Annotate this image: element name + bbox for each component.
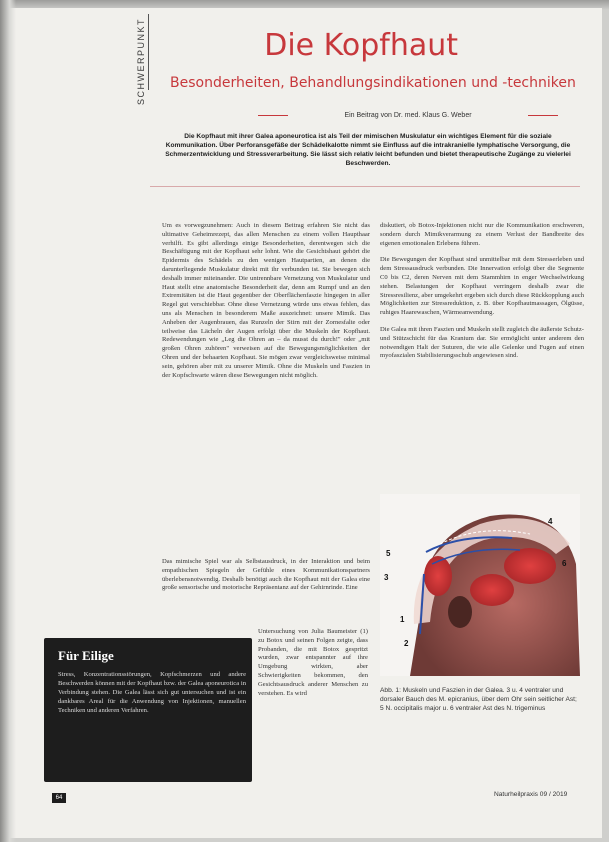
author-byline: Ein Beitrag von Dr. med. Klaus G. Weber (344, 112, 472, 119)
byline-rule-right (528, 115, 558, 116)
figure-label: 6 (562, 559, 567, 568)
body-column-1 (162, 222, 370, 562)
body-column-1-continued (162, 558, 370, 628)
section-label: SCHWERPUNKT (136, 18, 146, 106)
page-number: 64 (52, 793, 66, 803)
journal-footer: Naturheilpraxis 09 / 2019 (494, 791, 568, 798)
anatomy-figure (380, 494, 580, 676)
figure-label: 5 (386, 549, 391, 558)
body-column-1-wrap (258, 628, 368, 776)
figure-label: 4 (548, 517, 553, 526)
figure-label: 1 (400, 615, 405, 624)
summary-box-title: Für Eilige (58, 648, 114, 663)
body-paragraph: Das mimische Spiel war als Selbstausdruck, in der Interaktion und beim empathischen Spiegeln der Gefühle eines Kommunikationspartners überlebensnotwendig. Deshalb benötigt auch die Kopfhaut mit der Galea eine große sensorische und motorische Repräsentanz auf der Gehirnrinde. Eine (162, 558, 370, 592)
summary-box-text: Stress, Konzentrationsstörungen, Kopfschmerzen und andere Beschwerden können mit der Kopfhaut bzw. der Galea aponeurotica in Verbindung stehen. Die Galea lässt sich gut untersuchen und ist ein dankbares Areal für die Anwendung von Injektionen, manuellen Techniken und anderen Verfahren. (58, 671, 246, 714)
body-paragraph: Untersuchung von Julia Baumeister (1) zu Botox und seinen Folgen zeigte, dass Probanden, die mit Botox gespritzt wurden, zwar entspannter auf ihre Umgebung wirkten, aber Schwierigkeiten bekommen, den Gesichtsausdruck anderer Menschen zu verstehen. Es wird (258, 628, 368, 697)
body-paragraph: diskutiert, ob Botox-Injektionen nicht nur die Kommunikation erschweren, sondern durch Mimikverarmung zu einem Verlust der Bandbreite des eigenen emotionalen Erlebens führen. (380, 222, 584, 247)
intro-paragraph: Die Kopfhaut mit ihrer Galea aponeurotica ist als Teil der mimischen Muskulatur ein wichtiges Element für die soziale Kommunikation. Über Perforansgefäße der Schädelkalotte nimmt sie Einfluss auf die intrakranielle lymphatische Versorgung, die Schmerzentwicklung und Stressverarbeitung. Sie lässt sich relativ leicht befunden und bietet therapeutische Zugänge zu vielerlei Beschwerden. (165, 133, 571, 167)
intro-divider (150, 186, 580, 187)
head-illustration (380, 494, 580, 676)
figure-label: 3 (384, 573, 389, 582)
frontal-muscle (504, 548, 556, 584)
body-paragraph: Die Bewegungen der Kopfhaut sind unmittelbar mit dem Stresserleben und dem Stressausdruck verbunden. Die Innervation erfolgt über die Segmente C0 bis C2, deren Nerven mit dem Stammhirn in enger Wechselwirkung stehen. Belastungen der Kopfhaut verringern deshalb zwar die Stressresilienz, aber umgekehrt ergeben sich durch diese Rückkopplung auch Möglichkeiten zur Stressreduktion, z. B. über Kopfhautmassagen, Ölgüsse, ruhiges Haarewaschen, Wärmeanwendung. (380, 256, 584, 317)
temporal-muscle (470, 574, 514, 606)
byline-rule-left (258, 115, 288, 116)
summary-box (44, 638, 252, 782)
body-paragraph: Die Galea mit ihren Faszien und Muskeln stellt zugleich die äußerste Schutz- und Stützschicht für das Kranium dar. Sie ermöglicht unter anderem den notwendigen Halt der Suturen, die wie alle Gelenke und Fugen auf einen myofaszialen Stabilisierungsschub angewiesen sind. (380, 325, 584, 360)
figure-label: 2 (404, 639, 409, 648)
article-title: Die Kopfhaut (264, 28, 458, 63)
article-subtitle: Besonderheiten, Behandlungsindikationen und -techniken (170, 75, 576, 91)
ear (448, 596, 472, 628)
figure-caption: Abb. 1: Muskeln und Faszien in der Galea. 3 u. 4 ventraler und dorsaler Bauch des M. epicranius, über dem Ohr sein seitlicher Ast; 5 N. occipitalis major u. 6 ventraler Ast des N. trigeminus (380, 687, 577, 712)
body-paragraph: Um es vorwegzunehmen: Auch in diesem Beitrag erfahren Sie nicht das ultimative Geheimrezept, das allen Menschen zu einem vollen Haupthaar verhilft. Es gibt allerdings einige Besonderheiten, derentwegen sich die Beschäftigung mit der Kopfhaut sehr lohnt. Wie die Gesichtshaut gehört die Epidermis des Schädels zu den wenigen Hautpartien, an denen die darunterliegende Muskulatur direkt mit ihr verbunden ist. Sie bewegen sich deshalb immer miteinander. Die untrennbare Vernetzung von Muskulatur und Haut stellt eine anatomische Besonderheit dar, denn am Rumpf und an den Extremitäten ist die Haut gegenüber der Oberflächenfaszie hingegen in aller Regel gut verschiebbar. Ohne diese Vernetzung würde uns etwas fehlen, das uns als Menschen in besonderem Maße auszeichnet: unsere Mimik. Das Anheben der Augenbrauen, das Runzeln der Stirn mit der Zornesfalte oder teilweise das Lächeln der Augen erfolgt über die Muskeln der Kopfhaut. Redewendungen wie „Leg die Ohren an – da musst du durch!" oder „mit großen Ohren zuhören" verweisen auf die Bewegungsmöglichkeiten der Ohren und der behaarten Kopfhaut. Sie mögen zwar vergleichsweise minimal sein, gehören aber mit zu unserer Mimik. Ohne die Muskeln und Faszien in der Kopfschwarte wären diese Bewegungen nicht möglich. (162, 222, 370, 379)
scan-edge-left (0, 0, 16, 842)
body-column-2 (380, 222, 584, 490)
